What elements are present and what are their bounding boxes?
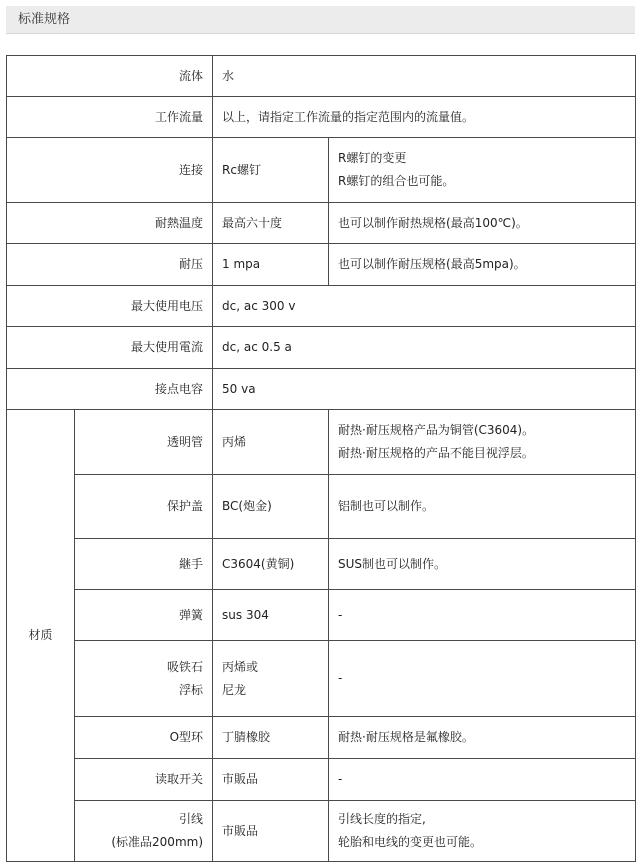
spec-table [6, 55, 636, 862]
table-row [7, 286, 636, 327]
value-line: 丙烯或 [222, 659, 259, 674]
row-note: 铝制也可以制作。 [329, 475, 636, 539]
label-line: 浮标 [179, 682, 204, 697]
note-line: 引线长度的指定, [338, 812, 426, 826]
row-value: 50 va [213, 369, 636, 410]
row-label: 耐压 [7, 244, 213, 286]
row-note: - [329, 641, 636, 717]
table-row [7, 801, 636, 862]
label-line: 吸铁石 [167, 659, 204, 674]
row-label: 最大使用電流 [7, 327, 213, 369]
row-label: 读取开关 [75, 759, 213, 801]
table-row [7, 97, 636, 138]
row-label: 流体 [7, 56, 213, 97]
table-row [7, 759, 636, 801]
row-note: SUS制也可以制作。 [329, 539, 636, 590]
row-value: sus 304 [213, 590, 329, 641]
row-value: 最高六十度 [213, 203, 329, 244]
table-row [7, 539, 636, 590]
row-note: 耐热·耐压规格是氟橡胶。 [329, 717, 636, 759]
table-row [7, 369, 636, 410]
row-note [329, 138, 636, 203]
row-note: - [329, 590, 636, 641]
note-line: 耐热·耐压规格的产品不能目视浮层。 [338, 446, 534, 460]
row-value: 水 [213, 56, 636, 97]
row-value: BC(炮金) [213, 475, 329, 539]
row-value: 市販品 [213, 759, 329, 801]
row-value: dc, ac 0.5 a [213, 327, 636, 369]
row-note: 也可以制作耐压规格(最高5mpa)。 [329, 244, 636, 286]
row-note: 也可以制作耐热规格(最高100℃)。 [329, 203, 636, 244]
material-group-label: 材质 [7, 410, 75, 862]
row-label: 弹簧 [75, 590, 213, 641]
row-label: 継手 [75, 539, 213, 590]
row-label [75, 801, 213, 862]
table-row [7, 590, 636, 641]
label-line: (标准品200mm) [111, 835, 204, 849]
table-row [7, 138, 636, 203]
row-label: 最大使用电压 [7, 286, 213, 327]
row-label: 连接 [7, 138, 213, 203]
table-row [7, 717, 636, 759]
table-row [7, 244, 636, 286]
row-note [329, 801, 636, 862]
table-row [7, 203, 636, 244]
row-value [213, 641, 329, 717]
row-label [75, 641, 213, 717]
row-value: 市販品 [213, 801, 329, 862]
table-row [7, 475, 636, 539]
row-label: 透明管 [75, 410, 213, 475]
row-note [329, 410, 636, 475]
table-row [7, 641, 636, 717]
row-label: 工作流量 [7, 97, 213, 138]
table-row [7, 327, 636, 369]
row-value: dc, ac 300 v [213, 286, 636, 327]
note-line: 耐热·耐压规格产品为铜管(C3604)。 [338, 423, 535, 437]
section-title: 标准规格 [18, 12, 71, 27]
row-label: 接点电容 [7, 369, 213, 410]
row-value: Rc螺钉 [213, 138, 329, 203]
note-line: R螺钉的变更 [338, 151, 407, 165]
row-value: 以上，请指定工作流量的指定范围内的流量值。 [213, 97, 636, 138]
table-row [7, 410, 636, 475]
row-value: 丁腈橡胶 [213, 717, 329, 759]
note-line: 轮胎和电线的变更也可能。 [338, 835, 483, 849]
value-line: 尼龙 [222, 682, 247, 697]
note-line: R螺钉的组合也可能。 [338, 174, 455, 188]
table-row [7, 56, 636, 97]
row-value: 1 mpa [213, 244, 329, 286]
row-value: 丙烯 [213, 410, 329, 475]
row-label: 耐熱温度 [7, 203, 213, 244]
section-header [6, 6, 635, 34]
row-value: C3604(黄铜) [213, 539, 329, 590]
row-label: 保护盖 [75, 475, 213, 539]
label-line: 引线 [179, 812, 204, 826]
row-note: - [329, 759, 636, 801]
row-label: O型环 [75, 717, 213, 759]
